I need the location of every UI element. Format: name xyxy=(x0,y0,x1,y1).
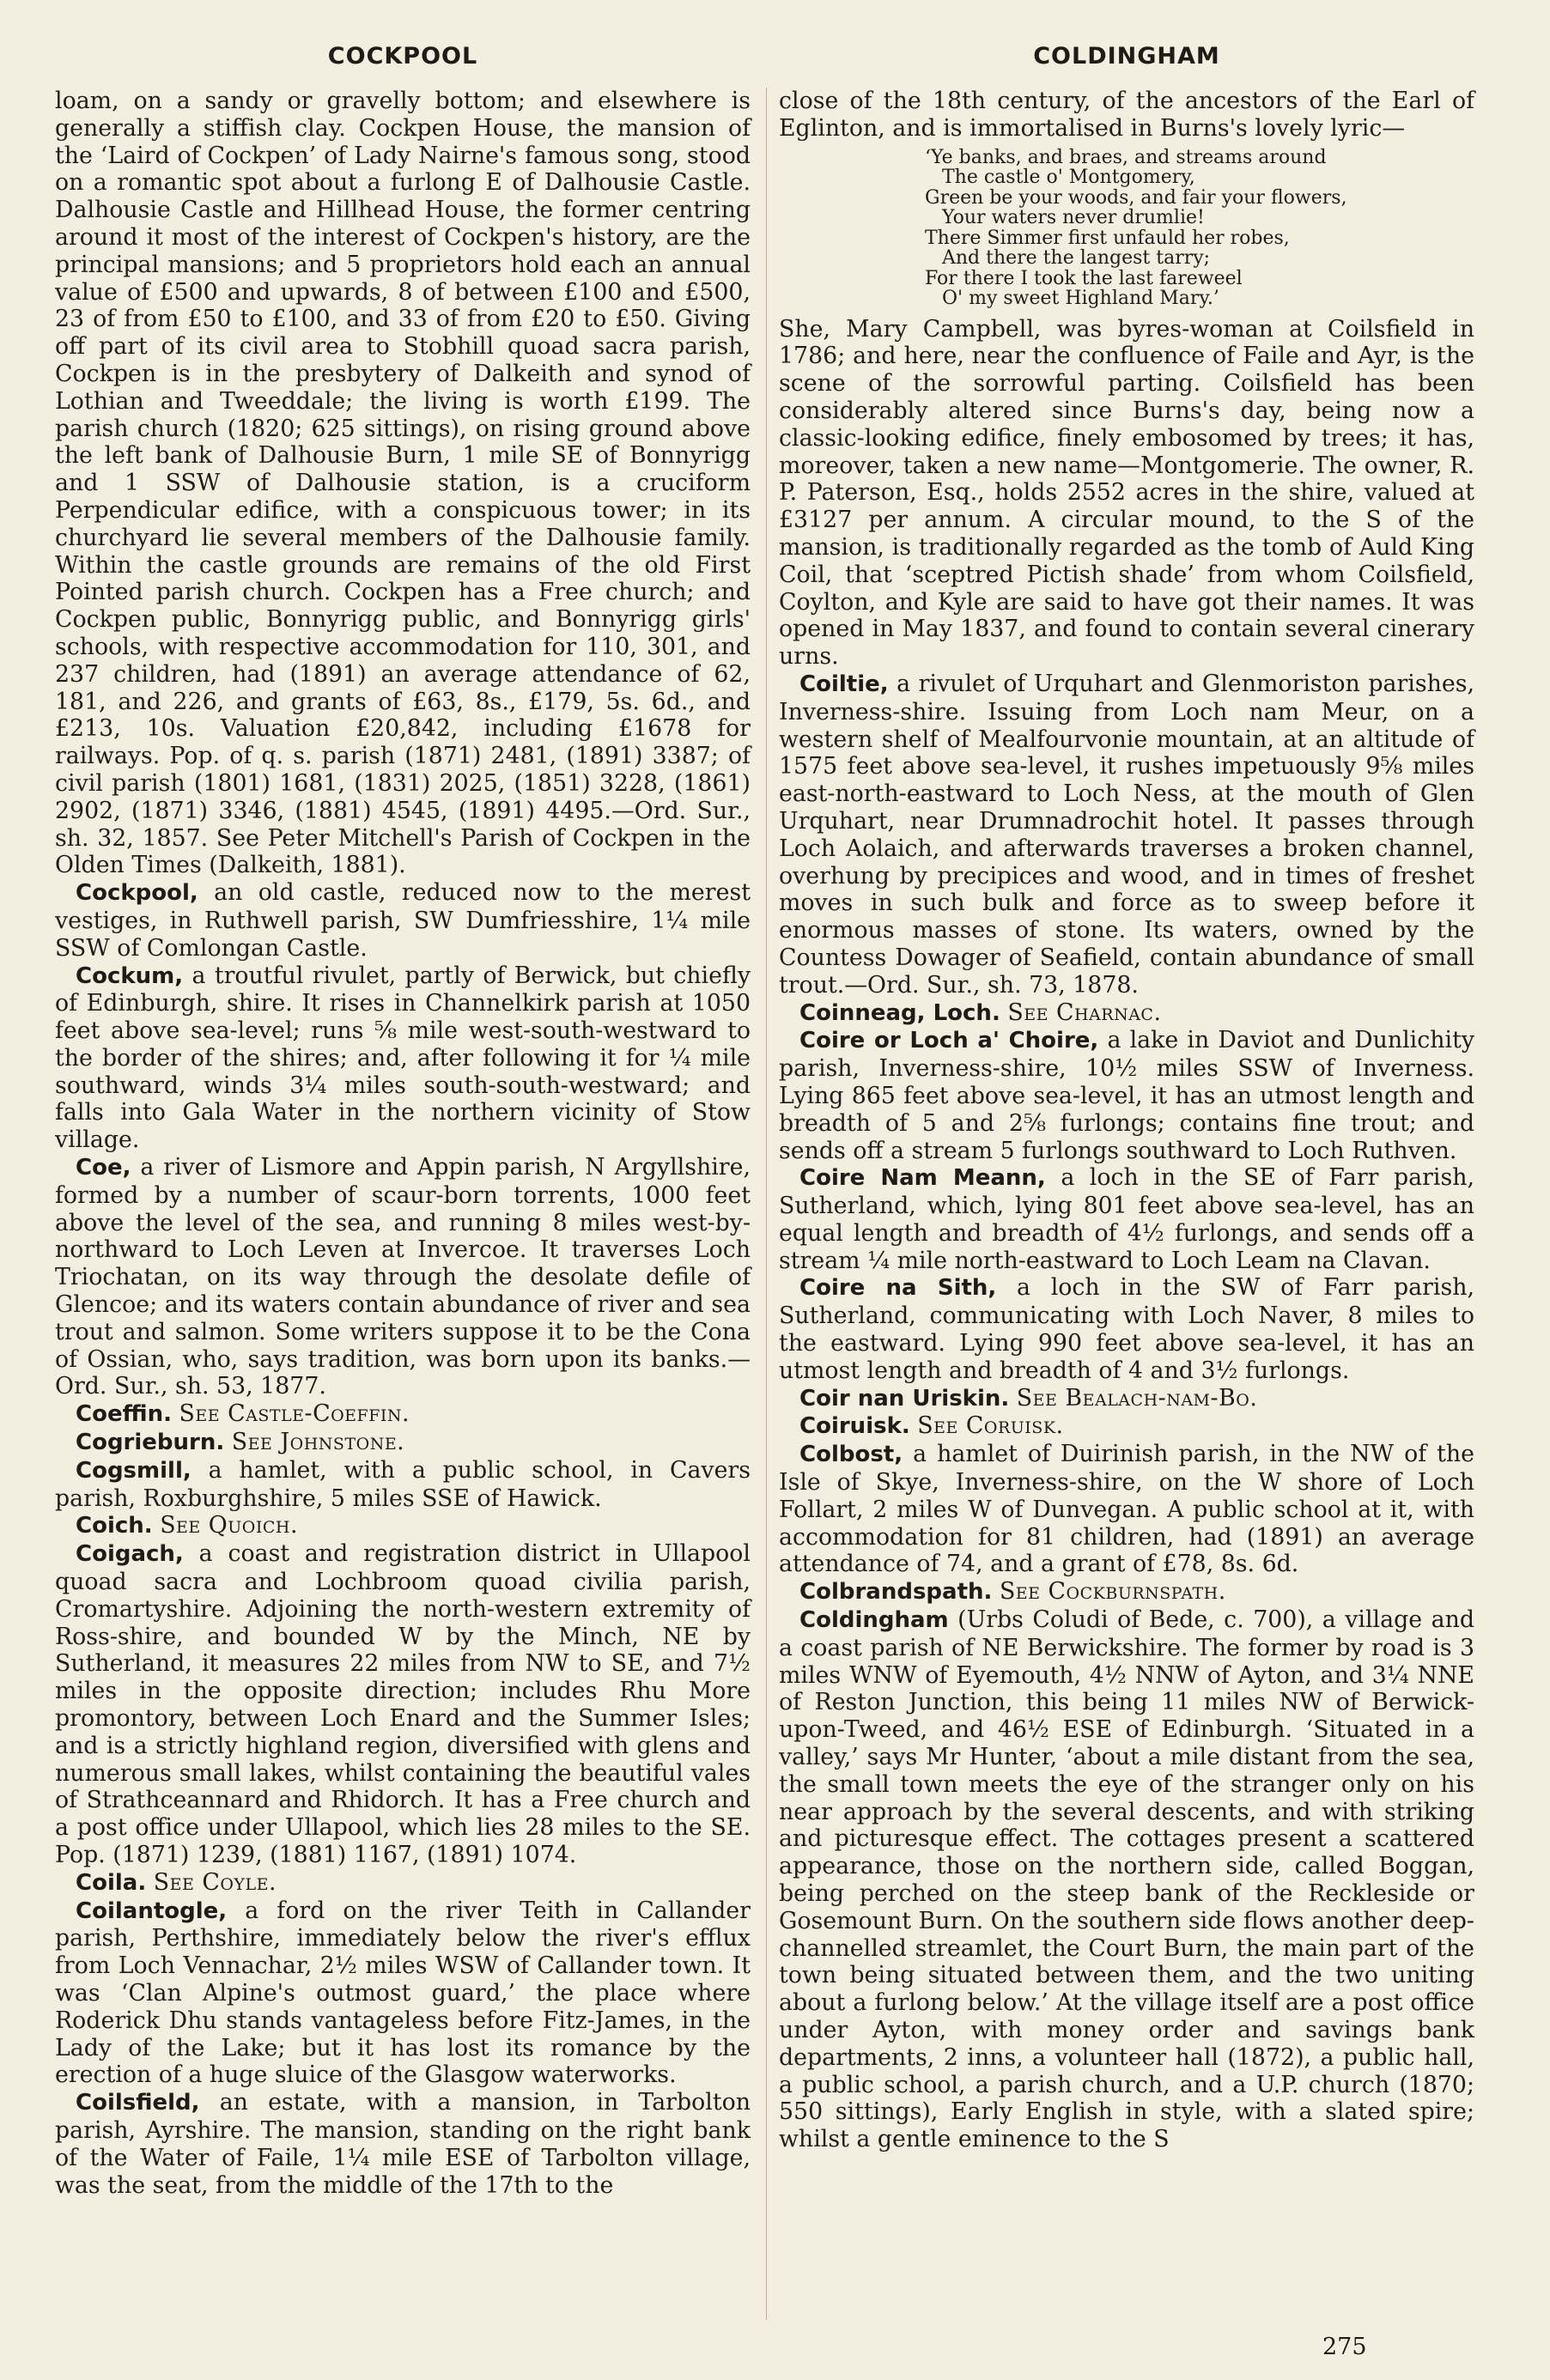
gazetteer-entry: Coinneag, Loch. See Charnac. xyxy=(799,999,1162,1026)
entry-headword: Coiruisk. xyxy=(799,1413,910,1440)
entry-headword: Coir nan Uriskin. xyxy=(799,1385,1010,1412)
entry-headword: Coire Nam Meann, xyxy=(799,1165,1046,1192)
entry-headword: Cogsmill, xyxy=(76,1457,191,1484)
entry-headword: Coila. xyxy=(76,1869,147,1896)
poem-line: The castle o' Montgomery, xyxy=(942,167,1195,189)
poem-quotation xyxy=(779,148,1474,309)
gazetteer-entry: Cockpool, an old castle, reduced now to the merest vestiges, in Ruthwell parish, SW Dumfriesshire, 1¼ mile SSW of Comlongan Castle. xyxy=(55,879,751,962)
gazetteer-entry: Coiltie, a rivulet of Urquhart and Glenmoriston parishes, Inverness-shire. Issuing from Loch nam Meur, on a western shelf of Mealfourvonie mountain, at an altitude of 1575 feet above sea-level, it rushes impetuously 9⅝ miles east-north-eastward to Loch Ness, at the mouth of Glen Urquhart, near Drumnadrochit hotel. It passes through Loch Aolaich, and afterwards traverses a broken channel, overhung by precipices and wood, and in times of freshet moves in such bulk and force as to sweep before it enormous masses of stone. Its waters, owned by the Countess Dowager of Seafield, contain abundance of small trout.—Ord. Sur., sh. 73, 1878. xyxy=(779,670,1474,999)
entry-headword: Coilsfield, xyxy=(76,2090,200,2116)
entry-continuation: loam, on a sandy or gravelly bottom; and elsewhere is generally a stiffish clay. Cockpen House, the mansion of the ‘Laird of Cockpen’ of Lady Nairne's famous song, stood on a romantic spot about a furlong E of Dalhousie Castle. Dalhousie Castle and Hillhead House, the former centring around it most of the interest of Cockpen's history, are the principal mansions; and 5 proprietors hold each an annual value of £500 and upwards, 8 of between £100 and £500, 23 of from £50 to £100, and 33 of from £20 to £50. Giving off part of its civil area to Stobhill quoad sacra parish, Cockpen is in the presbytery of Dalkeith and synod of Lothian and Tweeddale; the living is worth £199. The parish church (1820; 625 sittings), on rising ground above the left bank of Dalhousie Burn, 1 mile SE of Bonnyrigg and 1 SSW of Dalhousie station, is a cruciform Perpendicular edifice, with a conspicuous tower; in its churchyard lie several members of the Dalhousie family. Within the castle grounds are remains of the old First Pointed parish church. Cockpen has a Free church; and Cockpen public, Bonnyrigg public, and Bonnyrigg girls' schools, with respective accommodation for 110, 301, and 237 children, had (1891) an average attendance of 62, 181, and 226, and grants of £63, 8s., £179, 5s. 6d., and £213, 10s. Valuation £20,842, including £1678 for railways. Pop. of q. s. parish (1871) 2481, (1891) 3387; of civil parish (1801) 1681, (1831) 2025, (1851) 3228, (1861) 2902, (1871) 3346, (1881) 4545, (1891) 4495.—Ord. Sur., sh. 32, 1857. See Peter Mitchell's Parish of Cockpen in the Olden Times (Dalkeith, 1881). xyxy=(55,88,751,879)
gazetteer-entry: Coilsfield, an estate, with a mansion, in Tarbolton parish, Ayrshire. The mansion, standing on the right bank of the Water of Faile, 1¼ mile ESE of Tarbolton village, was the seat, from the middle of the 17th to the xyxy=(55,2089,751,2199)
gazetteer-entry: Cockum, a troutful rivulet, partly of Berwick, but chiefly of Edinburgh, shire. It rises in Channelkirk parish at 1050 feet above sea-level; runs ⅝ mile west-south-westward to the border of the shires; and, after following it for ¼ mile southward, winds 3¼ miles south-south-westward; and falls into Gala Water in the northern vicinity of Stow village. xyxy=(55,962,751,1154)
gazetteer-entry: Coiruisk. See Coruisk. xyxy=(799,1412,1064,1440)
poem-line: And there the langest tarry; xyxy=(942,247,1211,270)
entry-headword: Coiltie, xyxy=(799,671,889,697)
gazetteer-entry: Coldingham (Urbs Coludi of Bede, c. 700), a village and a coast parish of NE Berwickshire. The former by road is 3 miles WNW of Eyemouth, 4½ NNW of Ayton, and 3¼ NNE of Reston Junction, this being 11 miles NW of Berwick-upon-Tweed, and 46½ ESE of Edinburgh. ‘Situated in a valley,’ says Mr Hunter, ‘about a mile distant from the sea, the small town meets the eye of the stranger only on his near approach by the several descents, and with striking and picturesque effect. The cottages present a scattered appearance, those on the northern side, called Boggan, being perched on the steep bank of the Reckleside or Gosemount Burn. On the southern side flows another deep-channelled streamlet, the Court Burn, the main part of the town being situated between them, and the two uniting about a furlong below.’ At the village itself are a post office under Ayton, with money order and savings bank departments, 2 inns, a volunteer hall (1872), a public hall, a public school, a parish church, and a U.P. church (1870; 550 sittings), Early English in style, with a slated spire; whilst a gentle eminence to the S xyxy=(779,1606,1474,2153)
gazetteer-entry: Coire na Sith, a loch in the SW of Farr parish, Sutherland, communicating with Loch Naver, 8 miles to the eastward. Lying 990 feet above sea-level, it has an utmost length and breadth of 4 and 3½ furlongs. xyxy=(779,1274,1474,1384)
entry-headword: Coe, xyxy=(76,1155,131,1181)
gazetteer-entry: Cogsmill, a hamlet, with a public school, in Cavers parish, Roxburghshire, 5 miles SSE of Hawick. xyxy=(55,1456,751,1512)
running-header-right: COLDINGHAM xyxy=(1033,43,1220,70)
poem-line: O' my sweet Highland Mary.’ xyxy=(942,288,1219,310)
entry-headword: Coilantogle, xyxy=(76,1897,228,1924)
poem-line: Your waters never drumlie! xyxy=(942,207,1205,229)
gazetteer-entry: Coilantogle, a ford on the river Teith in Callander parish, Perthshire, immediately below the river's efflux from Loch Vennachar, 2½ miles WSW of Callander town. It was ‘Clan Alpine's outmost guard,’ the place where Roderick Dhu stands vantageless before Fitz-James, in the Lady of the Lake; but it has lost its romance by the erection of a huge sluice of the Glasgow waterworks. xyxy=(55,1897,751,2089)
gazetteer-entry: Coe, a river of Lismore and Appin parish, N Argyllshire, formed by a number of scaur-born torrents, 1000 feet above the level of the sea, and running 8 miles west-by-northward to Loch Leven at Invercoe. It traverses Loch Triochatan, on its way through the desolate defile of Glencoe; and its waters contain abundance of river and sea trout and salmon. Some writers suppose it to be the Cona of Ossian, who, says tradition, was born upon its banks.—Ord. Sur., sh. 53, 1877. xyxy=(55,1154,751,1400)
entry-headword: Colbost, xyxy=(799,1442,903,1468)
entry-headword: Coire na Sith, xyxy=(799,1275,997,1302)
gazetteer-entry: Coich. See Quoich. xyxy=(76,1512,298,1539)
poem-line: There Simmer first unfauld her robes, xyxy=(925,227,1290,249)
gazetteer-entry: Colbost, a hamlet of Duirinish parish, in the NW of the Isle of Skye, Inverness-shire, on the W shore of Loch Follart, 2 miles W of Dunvegan. A public school at it, with accommodation for 81 children, had (1891) an average attendance of 74, and a grant of £78, 8s. 6d. xyxy=(779,1441,1474,1578)
left-column xyxy=(55,88,751,2199)
page-number: 275 xyxy=(1322,2334,1367,2360)
entry-headword: Cogrieburn. xyxy=(76,1430,225,1456)
entry-headword: Coldingham xyxy=(799,1607,949,1634)
poem-line: ‘Ye banks, and braes, and streams around xyxy=(925,146,1327,168)
entry-headword: Coinneag, Loch. xyxy=(799,999,1000,1026)
entry-headword: Colbrandspath. xyxy=(799,1579,993,1606)
gazetteer-entry: Colbrandspath. See Cockburnspath. xyxy=(799,1578,1226,1606)
gazetteer-entry: Coeffin. See Castle-Coeffin. xyxy=(76,1400,410,1428)
entry-headword: Cockum, xyxy=(76,962,184,989)
gazetteer-entry: Coigach, a coast and registration district in Ullapool quoad sacra and Lochbroom quoad civilia parish, Cromartyshire. Adjoining the north-western extremity of Ross-shire, and bounded W by the Minch, NE by Sutherland, it measures 22 miles from NW to SE, and 7½ miles in the opposite direction; includes Rhu More promontory, between Loch Enard and the Summer Isles; and is a strictly highland region, diversified with glens and numerous small lakes, whilst containing the beautiful vales of Strathceannard and Rhidorch. It has a Free church and a post office under Ullapool, which lies 28 miles to the SE. Pop. (1871) 1239, (1881) 1167, (1891) 1074. xyxy=(55,1540,751,1868)
running-header-left: COCKPOOL xyxy=(327,43,478,70)
gazetteer-entry: Coila. See Coyle. xyxy=(76,1868,277,1896)
entry-headword: Cockpool, xyxy=(76,880,198,907)
poem-line: For there I took the last fareweel xyxy=(925,267,1243,289)
entry-continuation: She, Mary Campbell, was byres-woman at Coilsfield in 1786; and here, near the confluence of Faile and Ayr, is the scene of the sorrowful parting. Coilsfield has been considerably altered since Burns's day, being now a classic-looking edifice, finely embosomed by trees; it has, moreover, taken a new name—Montgomerie. The owner, R. P. Paterson, Esq., holds 2552 acres in the shire, valued at £3127 per annum. A circular mound, to the S of the mansion, is traditionally regarded as the tomb of Auld King Coil, that ‘sceptred Pictish shade’ from whom Coilsfield, Coylton, and Kyle are said to have got their names. It was opened in May 1837, and found to contain several cinerary urns. xyxy=(779,315,1474,671)
gazetteer-entry: Cogrieburn. See Johnstone. xyxy=(76,1429,405,1456)
entry-headword: Coeffin. xyxy=(76,1401,172,1428)
column-divider xyxy=(766,88,767,2320)
entry-headword: Coire or Loch a' Choire, xyxy=(799,1028,1099,1054)
entry-continuation: close of the 18th century, of the ancestors of the Earl of Eglinton, and is immortalised in Burns's lovely lyric— xyxy=(779,88,1474,142)
entry-headword: Coigach, xyxy=(76,1541,184,1568)
gazetteer-entry: Coir nan Uriskin. See Bealach-nam-Bo. xyxy=(799,1384,1258,1412)
poem-line: Green be your woods, and fair your flowers, xyxy=(925,186,1347,209)
right-column xyxy=(779,88,1474,2153)
entry-headword: Coich. xyxy=(76,1513,153,1539)
gazetteer-entry: Coire or Loch a' Choire, a lake in Daviot and Dunlichity parish, Inverness-shire, 10½ miles SSW of Inverness. Lying 865 feet above sea-level, it has an utmost length and breadth of 5 and 2⅝ furlongs; contains fine trout; and sends off a stream 5 furlongs southward to Loch Ruthven. xyxy=(779,1027,1474,1164)
gazetteer-entry: Coire Nam Meann, a loch in the SE of Farr parish, Sutherland, which, lying 801 feet above sea-level, has an equal length and breadth of 4½ furlongs, and sends off a stream ¼ mile north-eastward to Loch Leam na Clavan. xyxy=(779,1164,1474,1274)
